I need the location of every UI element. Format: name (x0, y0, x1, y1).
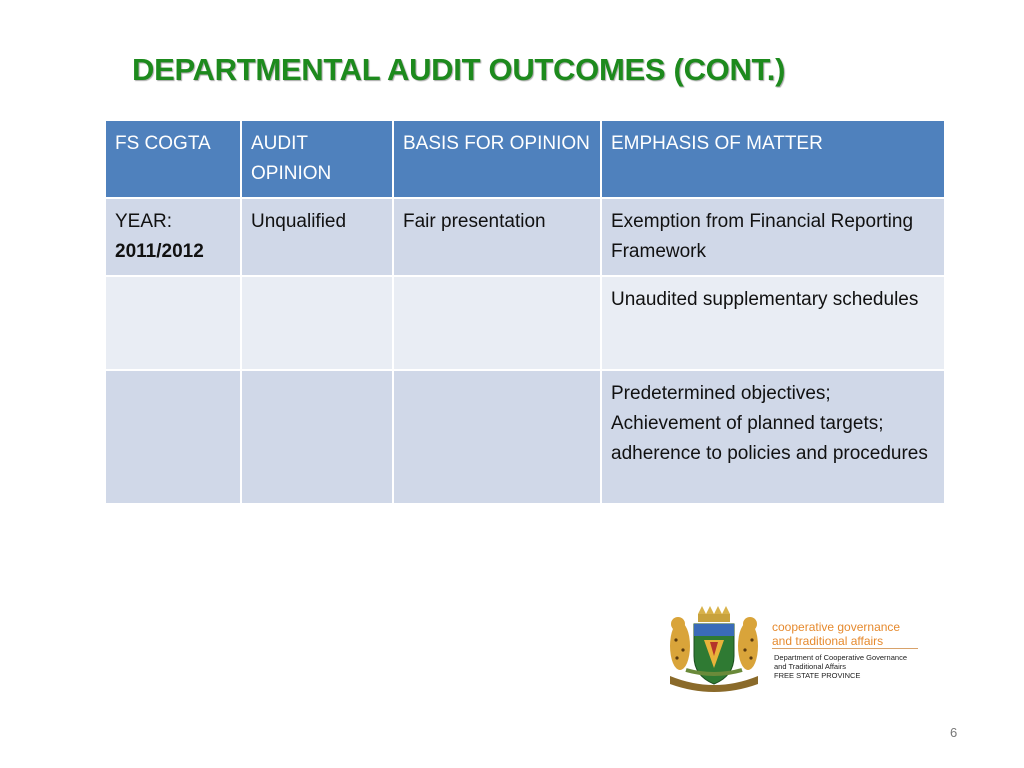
logo-text-line3: Department of Cooperative Governance (774, 653, 907, 662)
year-cell (105, 198, 241, 276)
table-header-row (105, 120, 945, 198)
emphasis-cell: Predetermined objectives; Achievement of planned targets; adherence to policies and procedures (601, 370, 945, 504)
basis-cell (393, 370, 601, 504)
leopard-right-icon (738, 617, 758, 670)
logo-text-line2: and traditional affairs (772, 634, 884, 648)
year-cell (105, 276, 241, 370)
header-basis-for-opinion: BASIS FOR OPINION (393, 120, 601, 198)
coat-of-arms-logo (664, 604, 924, 696)
logo-divider (772, 648, 918, 649)
emphasis-cell: Exemption from Financial Reporting Framework (601, 198, 945, 276)
year-label: YEAR: (115, 211, 173, 232)
audit-opinion-cell: Unqualified (241, 198, 393, 276)
year-cell (105, 370, 241, 504)
logo-text-line5: FREE STATE PROVINCE (774, 671, 861, 680)
header-emphasis-of-matter: EMPHASIS OF MATTER (601, 120, 945, 198)
table-row (105, 370, 945, 504)
audit-opinion-cell (241, 276, 393, 370)
crown-icon (698, 606, 730, 622)
page-number: 6 (950, 725, 958, 740)
header-fs-cogta: FS COGTA (105, 120, 241, 198)
basis-cell: Fair presentation (393, 198, 601, 276)
basis-cell (393, 276, 601, 370)
logo-text-line1: cooperative governance (772, 620, 901, 634)
audit-opinion-cell (241, 370, 393, 504)
table-row (105, 198, 945, 276)
leopard-left-icon (670, 617, 690, 670)
emphasis-cell: Unaudited supplementary schedules (601, 276, 945, 370)
header-audit-opinion: AUDIT OPINION (241, 120, 393, 198)
audit-outcomes-table (104, 119, 946, 505)
table-row (105, 276, 945, 370)
logo-subtext-block (774, 653, 907, 680)
logo-text-block (772, 620, 900, 648)
logo-text-line4: and Traditional Affairs (774, 662, 846, 671)
slide-title: DEPARTMENTAL AUDIT OUTCOMES (CONT.) (132, 52, 786, 87)
year-value: 2011/2012 (115, 241, 204, 262)
